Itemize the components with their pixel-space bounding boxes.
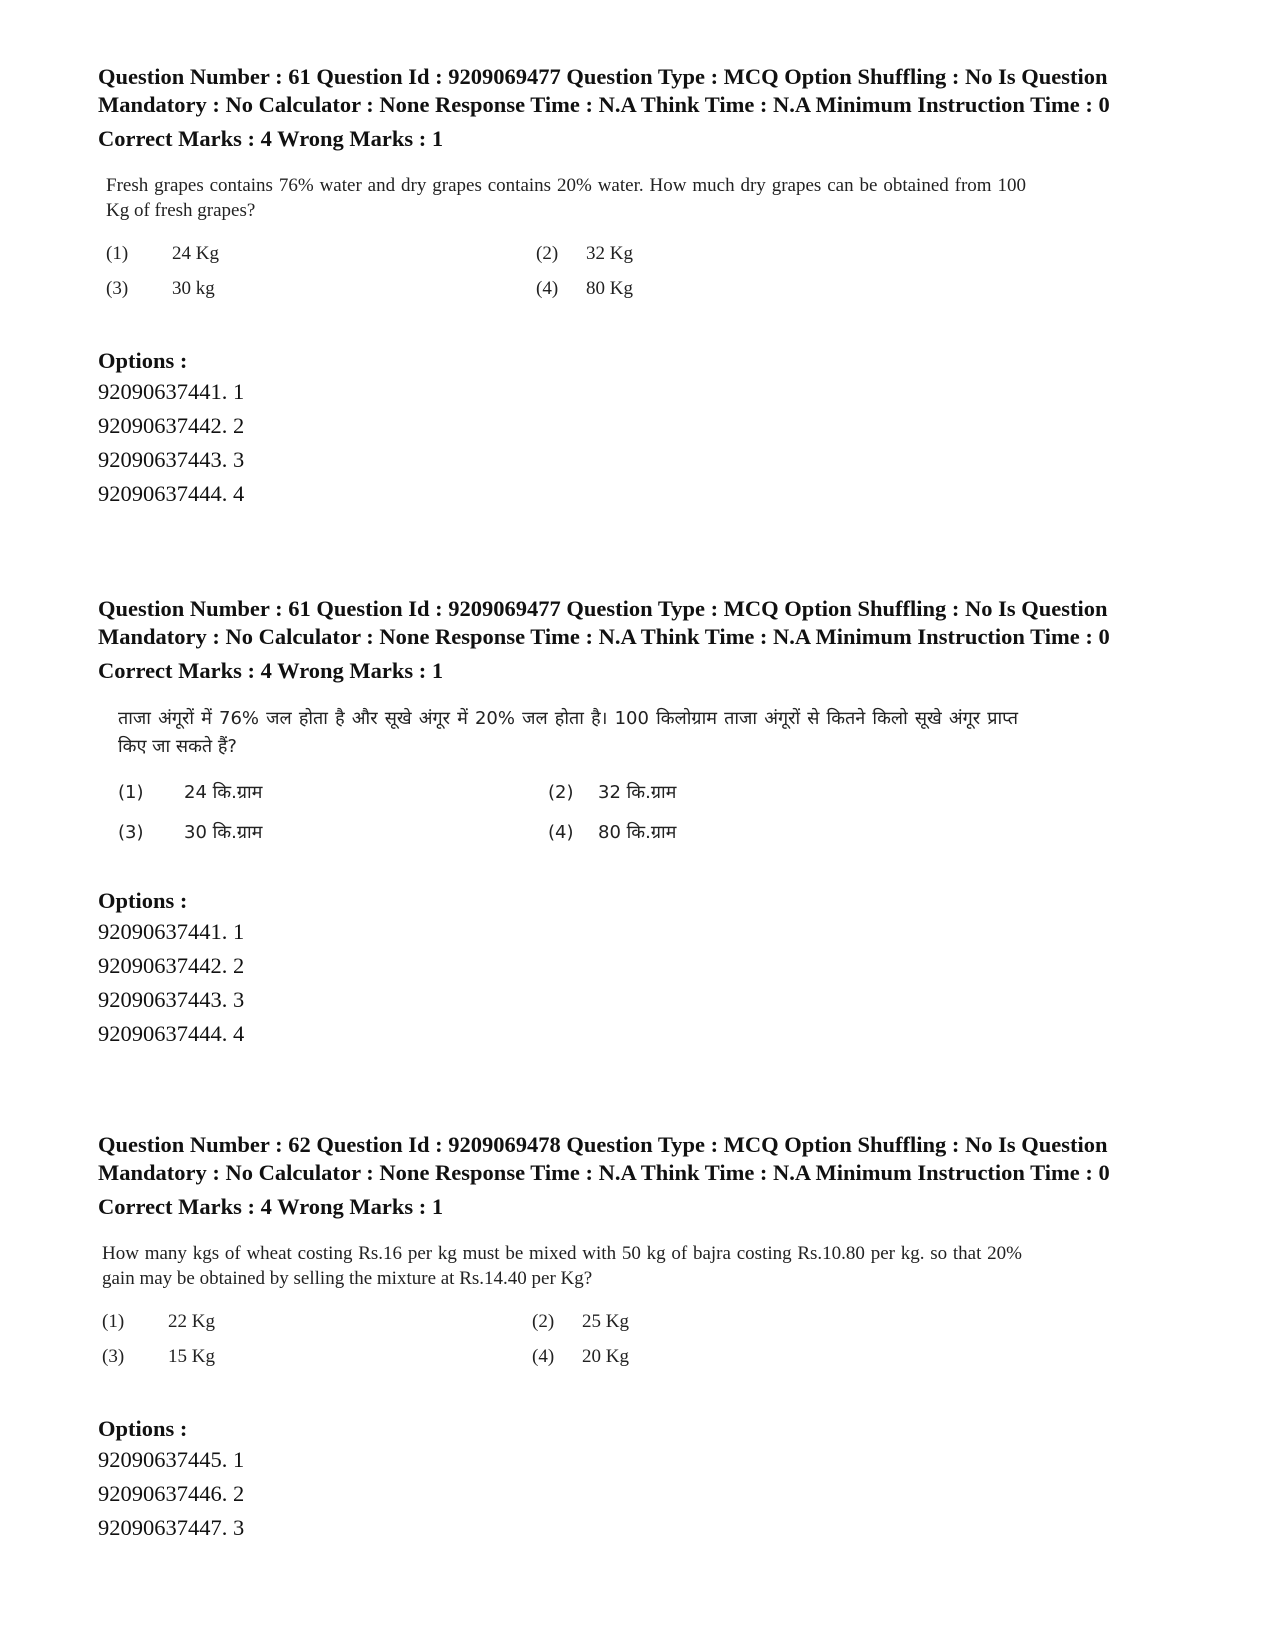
choice-number: (2) (548, 782, 574, 803)
choice-number: (3) (106, 278, 129, 299)
option-line: 92090637441. 1 (98, 919, 245, 944)
choice-number: (3) (118, 822, 144, 843)
choice-1 (118, 779, 548, 807)
question-header: Question Number : 62 Question Id : 9209069478 Question Type : MCQ Option Shuffling : No Is Question Mandatory : No Calculator : None Response Time : N.A Think Time : N.A Minimum Instruction Time : 0 (98, 1132, 1110, 1185)
choice-grid (102, 1309, 1022, 1369)
choice-number: (4) (536, 278, 559, 299)
option-line: 92090637441. 1 (98, 379, 245, 404)
choice-number: (3) (102, 1346, 125, 1367)
options-label: Options : (98, 888, 188, 913)
choice-4 (532, 1344, 962, 1369)
choice-value: 32 कि.ग्राम (598, 782, 677, 803)
option-line: 92090637447. 3 (98, 1515, 245, 1540)
question-header: Question Number : 61 Question Id : 9209069477 Question Type : MCQ Option Shuffling : No Is Question Mandatory : No Calculator : None Response Time : N.A Think Time : N.A Minimum Instruction Time : 0 (98, 64, 1110, 117)
choice-value: 80 Kg (586, 278, 633, 299)
choice-4 (536, 276, 966, 301)
option-line: 92090637444. 4 (98, 481, 245, 506)
choice-grid (118, 779, 1018, 847)
choice-value: 24 Kg (172, 243, 219, 264)
choice-2 (536, 241, 966, 266)
question-content (102, 1241, 1022, 1369)
choice-number: (1) (102, 1311, 125, 1332)
choice-value: 30 कि.ग्राम (184, 822, 263, 843)
question-header: Question Number : 61 Question Id : 9209069477 Question Type : MCQ Option Shuffling : No Is Question Mandatory : No Calculator : None Response Time : N.A Think Time : N.A Minimum Instruction Time : 0 (98, 596, 1110, 649)
choice-value: 24 कि.ग्राम (184, 782, 263, 803)
option-line: 92090637445. 1 (98, 1447, 245, 1472)
choice-value: 32 Kg (586, 243, 633, 264)
option-line: 92090637446. 2 (98, 1481, 245, 1506)
choice-2 (532, 1309, 962, 1334)
question-marks: Correct Marks : 4 Wrong Marks : 1 (98, 1194, 444, 1219)
choice-number: (1) (118, 782, 144, 803)
question-block-1 (98, 63, 1178, 511)
question-marks: Correct Marks : 4 Wrong Marks : 1 (98, 126, 444, 151)
options-label: Options : (98, 348, 188, 373)
choice-value: 80 कि.ग्राम (598, 822, 677, 843)
option-line: 92090637443. 3 (98, 447, 245, 472)
question-block-2 (98, 595, 1178, 1051)
question-marks: Correct Marks : 4 Wrong Marks : 1 (98, 658, 444, 683)
question-text: Fresh grapes contains 76% water and dry grapes contains 20% water. How much dry grapes can be obtained from 100 Kg of fresh grapes? (106, 175, 1026, 221)
question-text: ताजा अंगूरों में 76% जल होता है और सूखे अंगूर में 20% जल होता है। 100 किलोग्राम ताजा अंगूरों से कितने किलो सूखे अंगूर प्राप्त किए जा सकते हैं? (118, 708, 1018, 757)
option-line: 92090637444. 4 (98, 1021, 245, 1046)
options-label: Options : (98, 1416, 188, 1441)
choice-number: (4) (548, 822, 574, 843)
choice-number: (2) (536, 243, 559, 264)
choice-value: 25 Kg (582, 1311, 629, 1332)
option-line: 92090637442. 2 (98, 413, 245, 438)
choice-value: 20 Kg (582, 1346, 629, 1367)
choice-4 (548, 819, 978, 847)
option-line: 92090637443. 3 (98, 987, 245, 1012)
choice-1 (102, 1309, 532, 1334)
question-block-3 (98, 1131, 1178, 1545)
choice-value: 22 Kg (168, 1311, 215, 1332)
choice-number: (4) (532, 1346, 555, 1367)
choice-number: (1) (106, 243, 129, 264)
question-content (118, 705, 1018, 847)
choice-value: 30 kg (172, 278, 215, 299)
choice-number: (2) (532, 1311, 555, 1332)
choice-3 (102, 1344, 532, 1369)
choice-2 (548, 779, 978, 807)
question-text: How many kgs of wheat costing Rs.16 per kg must be mixed with 50 kg of bajra costing Rs.10.80 per kg. so that 20% gain may be obtained by selling the mixture at Rs.14.40 per Kg? (102, 1243, 1022, 1289)
choice-value: 15 Kg (168, 1346, 215, 1367)
option-line: 92090637442. 2 (98, 953, 245, 978)
question-content (106, 173, 1026, 301)
choice-1 (106, 241, 536, 266)
choice-3 (106, 276, 536, 301)
choice-grid (106, 241, 1026, 301)
choice-3 (118, 819, 548, 847)
